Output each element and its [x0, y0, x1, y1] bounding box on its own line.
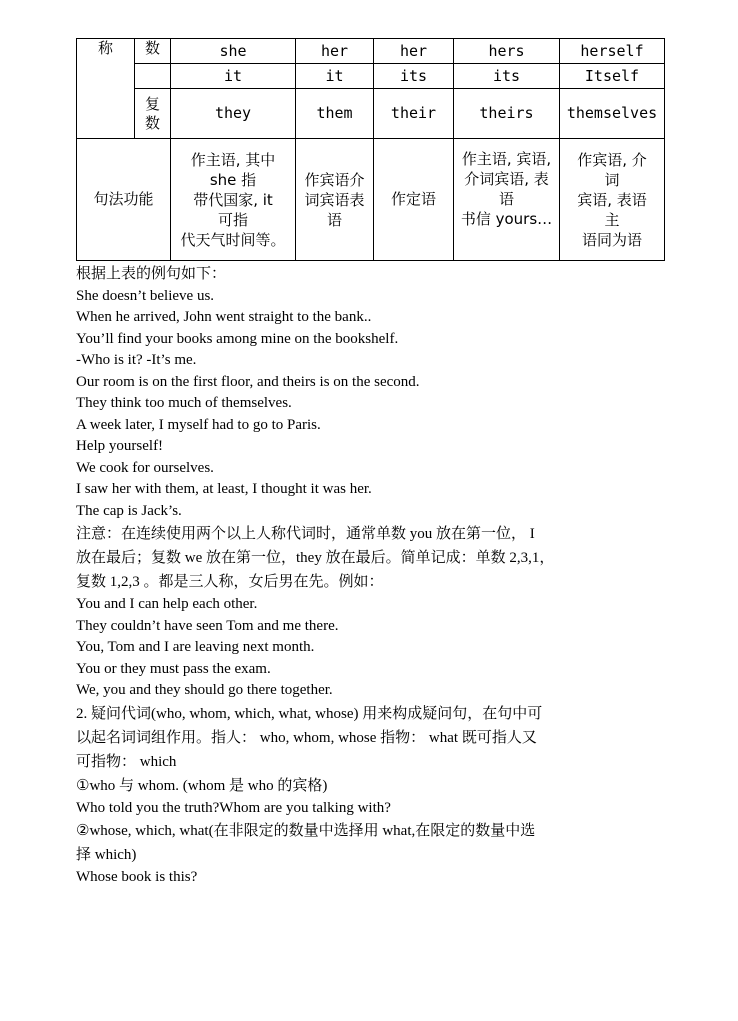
person-label: 称: [97, 39, 113, 57]
section-line: 可指物： which: [76, 753, 177, 770]
table-cell: its: [374, 64, 454, 89]
cell-line: 宾语, 表语: [577, 190, 647, 209]
section-line: 择 which): [76, 847, 137, 863]
body-text: [76, 264, 666, 889]
number-label: 数: [144, 39, 160, 57]
table-cell: they: [171, 89, 296, 139]
table-row: [77, 39, 665, 64]
example-sentence: When he arrived, John went straight to the bank..: [76, 309, 372, 325]
table-cell: them: [296, 89, 374, 139]
example-sentence: She doesn’t believe us.: [76, 287, 215, 304]
cell-line: 语同为语: [581, 230, 642, 249]
subject-function-cell: [171, 139, 296, 261]
possessive-function-cell: [454, 139, 560, 261]
example-sentence: You or they must pass the exam.: [76, 660, 271, 677]
plural-label-cell: [135, 89, 171, 139]
section-line: ①who 与 whom. (whom 是 who 的宾格): [76, 777, 328, 794]
cell-line: 语: [498, 190, 514, 208]
number-label-cell: [135, 39, 171, 64]
pronoun-table: [76, 38, 665, 261]
note-line: 注意：在连续使用两个以上人称代词时，通常单数 you 放在第一位， I: [76, 526, 535, 542]
table-cell: hers: [454, 39, 560, 64]
example-sentence: We, you and they should go there together.: [76, 682, 333, 698]
section-line: ②whose, which, what(在非限定的数量中选择用 what,在限定的数量中选: [76, 823, 536, 839]
table-cell: Itself: [560, 64, 665, 89]
table-cell: their: [374, 89, 454, 139]
example-sentence: Help yourself!: [76, 438, 164, 454]
section-2-paragraph: [76, 702, 666, 798]
cell-line: 代天气时间等。: [180, 230, 286, 249]
note-line: 放在最后；复数 we 放在第一位，they 放在最后。简单记成：单数 2,3,1，: [76, 550, 555, 566]
example-sentence: Our room is on the first floor, and theirs is on the second.: [76, 373, 420, 390]
table-cell: her: [374, 39, 454, 64]
table-cell: it: [171, 64, 296, 89]
cell-line: 主: [604, 210, 620, 229]
section-2-paragraph-b: [76, 819, 666, 867]
cell-line: 作宾语, 介: [577, 150, 647, 169]
example-sentence: The cap is Jack’s.: [76, 502, 182, 519]
table-cell: themselves: [560, 89, 665, 139]
table-row: [77, 139, 665, 261]
example-sentence: You and I can help each other.: [76, 596, 258, 612]
example-sentence: You, Tom and I are leaving next month.: [76, 639, 315, 655]
example-intro: 根据上表的例句如下：: [76, 266, 227, 282]
table-cell: it: [296, 64, 374, 89]
table-row: [77, 89, 665, 139]
note-line: 复数 1,2,3 。都是三人称，女后男在先。例如：: [76, 574, 384, 590]
example-sentence: You’ll find your books among mine on the bookshelf.: [76, 330, 399, 347]
cell-line: 介词宾语, 表: [464, 170, 549, 188]
table-row: [77, 64, 665, 89]
example-sentence: -Who is it? -It’s me.: [76, 352, 197, 368]
cell-line: 词宾语表: [304, 190, 365, 209]
table-cell: its: [454, 64, 560, 89]
example-sentence: Who told you the truth?Whom are you talking with?: [76, 799, 391, 816]
table-cell: her: [296, 39, 374, 64]
cell-line: 书信 yours…: [460, 210, 553, 228]
cell-line: 作宾语介: [304, 170, 365, 189]
cell-line: 可指: [217, 210, 248, 229]
table-cell: she: [171, 39, 296, 64]
plural-label-line: 数: [144, 113, 160, 132]
example-sentence: I saw her with them, at least, I thought it was her.: [76, 481, 372, 497]
section-line: 2. 疑问代词(who, whom, which, what, whose) 用来构成疑问句，在句中可: [76, 705, 543, 722]
table-cell: theirs: [454, 89, 560, 139]
example-sentence: A week later, I myself had to go to Paris.: [76, 416, 321, 433]
example-sentence: They couldn’t have seen Tom and me there.: [76, 617, 339, 634]
table-cell: herself: [560, 39, 665, 64]
example-sentence: Whose book is this?: [76, 869, 198, 885]
example-sentence: They think too much of themselves.: [76, 395, 292, 411]
note-paragraph: [76, 522, 666, 594]
syntax-function-label: 句法功能: [77, 139, 171, 261]
cell-line: 作主语, 其中: [190, 150, 276, 169]
reflexive-function-cell: [560, 139, 665, 261]
person-label-cell: [77, 39, 135, 139]
object-function-cell: [296, 139, 374, 261]
cell-line: 词: [604, 170, 620, 189]
cell-line: she 指: [209, 170, 257, 189]
attributive-function-cell: 作定语: [374, 139, 454, 261]
cell-line: 作主语, 宾语,: [461, 150, 552, 168]
table-cell-empty: [135, 64, 171, 89]
example-sentence: We cook for ourselves.: [76, 459, 214, 476]
cell-line: 语: [326, 210, 342, 229]
plural-label-line: 复: [144, 94, 160, 113]
section-line: 以起名词词组作用。指人： who, whom, whose 指物： what 既可指人又: [76, 729, 537, 746]
cell-line: 带代国家, it: [193, 190, 273, 209]
